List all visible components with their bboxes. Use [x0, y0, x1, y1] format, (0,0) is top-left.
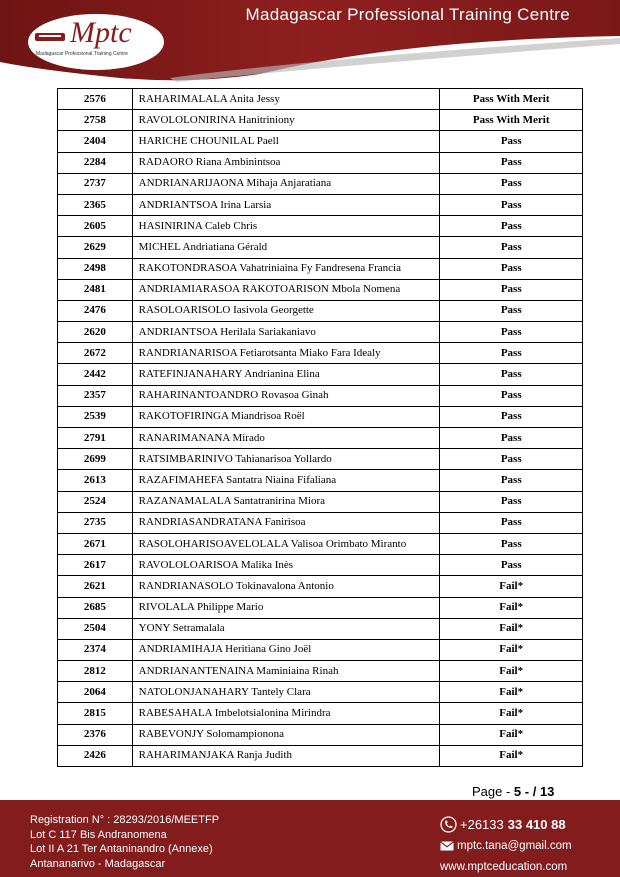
student-name: HARICHE CHOUNILAL Paell — [132, 131, 440, 152]
result-cell: Pass — [440, 216, 583, 237]
result-cell: Pass — [440, 279, 583, 300]
address-line: Lot C 117 Bis Andranomena — [30, 828, 167, 841]
result-cell: Fail* — [440, 639, 583, 660]
student-id: 2498 — [58, 258, 133, 279]
student-id: 2685 — [58, 597, 133, 618]
table-row — [58, 491, 583, 512]
result-cell: Pass — [440, 491, 583, 512]
page-footer — [0, 800, 620, 877]
result-cell: Pass — [440, 173, 583, 194]
student-name: RAHARIMANJAKA Ranja Judith — [132, 745, 440, 766]
student-name: RANDRIANASOLO Tokinavalona Antonio — [132, 576, 440, 597]
student-id: 2284 — [58, 152, 133, 173]
result-cell: Pass With Merit — [440, 89, 583, 110]
result-cell: Pass — [440, 322, 583, 343]
student-id: 2374 — [58, 639, 133, 660]
table-row — [58, 152, 583, 173]
phone-line — [440, 814, 572, 835]
table-row — [58, 618, 583, 639]
table-row — [58, 682, 583, 703]
company-logo — [34, 18, 160, 64]
student-name: RATSIMBARINIVO Tahianarisoa Yollardo — [132, 449, 440, 470]
result-cell: Pass — [440, 237, 583, 258]
footer-address — [30, 813, 219, 871]
result-cell: Fail* — [440, 724, 583, 745]
table-row — [58, 555, 583, 576]
results-table — [57, 88, 583, 767]
table-row — [58, 724, 583, 745]
student-id: 2576 — [58, 89, 133, 110]
result-cell: Fail* — [440, 703, 583, 724]
student-id: 2812 — [58, 661, 133, 682]
student-name: NATOLONJANAHARY Tantely Clara — [132, 682, 440, 703]
student-name: ANDRIANTSOA Herilala Sariakaniavo — [132, 322, 440, 343]
page-number — [472, 784, 554, 799]
student-id: 2524 — [58, 491, 133, 512]
student-name: RANDRIASANDRATANA Fanirisoa — [132, 512, 440, 533]
table-row — [58, 173, 583, 194]
table-row — [58, 406, 583, 427]
student-name: RAKOTONDRASOA Vahatriniaina Fy Fandresena Francia — [132, 258, 440, 279]
email-address[interactable]: mptc.tana@gmail.com — [457, 839, 572, 852]
footer-contact — [440, 814, 572, 877]
table-row — [58, 343, 583, 364]
table-row — [58, 237, 583, 258]
table-row — [58, 216, 583, 237]
student-id: 2620 — [58, 322, 133, 343]
result-cell: Pass — [440, 428, 583, 449]
table-row — [58, 110, 583, 131]
student-name: RANARIMANANA Mirado — [132, 428, 440, 449]
page-total: 13 — [539, 784, 555, 799]
logo-text: Mptc — [70, 16, 132, 49]
student-name: RAHARINANTOANDRO Rovasoa Ginah — [132, 385, 440, 406]
table-row — [58, 449, 583, 470]
phone-icon — [440, 816, 457, 833]
student-name: RAZANAMALALA Santatranirina Miora — [132, 491, 440, 512]
student-name: HASINIRINA Caleb Chris — [132, 216, 440, 237]
student-id: 2815 — [58, 703, 133, 724]
student-name: RADAORO Riana Ambinintsoa — [132, 152, 440, 173]
student-id: 2617 — [58, 555, 133, 576]
student-name: MICHEL Andriatiana Gérald — [132, 237, 440, 258]
student-id: 2504 — [58, 618, 133, 639]
student-id: 2442 — [58, 364, 133, 385]
result-cell: Pass — [440, 385, 583, 406]
student-name: RASOLOARISOLO Iasivola Georgette — [132, 300, 440, 321]
student-name: ANDRIANARIJAONA Mihaja Anjaratiana — [132, 173, 440, 194]
student-id: 2737 — [58, 173, 133, 194]
result-cell: Pass — [440, 131, 583, 152]
result-cell: Pass — [440, 300, 583, 321]
student-name: ANDRIANTSOA Irina Larsia — [132, 194, 440, 215]
result-cell: Pass — [440, 343, 583, 364]
student-id: 2671 — [58, 533, 133, 554]
result-cell: Fail* — [440, 597, 583, 618]
table-row — [58, 89, 583, 110]
page-header — [0, 0, 620, 82]
student-id: 2365 — [58, 194, 133, 215]
phone-prefix: +26133 — [460, 817, 504, 832]
student-id: 2481 — [58, 279, 133, 300]
table-row — [58, 745, 583, 766]
page-separator: - / — [521, 784, 540, 799]
student-id: 2629 — [58, 237, 133, 258]
student-id: 2426 — [58, 745, 133, 766]
result-cell: Pass — [440, 364, 583, 385]
student-name: ANDRIAMIHAJA Heritiana Gino Joël — [132, 639, 440, 660]
student-id: 2064 — [58, 682, 133, 703]
student-name: RIVOLALA Philippe Mario — [132, 597, 440, 618]
table-row — [58, 428, 583, 449]
website-line — [440, 856, 572, 877]
student-name: RABESAHALA Imbelotsialonina Mirindra — [132, 703, 440, 724]
student-id: 2404 — [58, 131, 133, 152]
student-name: YONY Setramalala — [132, 618, 440, 639]
table-row — [58, 533, 583, 554]
result-cell: Fail* — [440, 682, 583, 703]
table-row — [58, 576, 583, 597]
student-id: 2605 — [58, 216, 133, 237]
table-row — [58, 364, 583, 385]
student-name: RANDRIANARISOA Fetiarotsanta Miako Fara Idealy — [132, 343, 440, 364]
table-row — [58, 597, 583, 618]
phone-number: 33 410 88 — [507, 817, 566, 832]
result-cell: Fail* — [440, 661, 583, 682]
website-link[interactable]: www.mptceducation.com — [440, 860, 568, 873]
table-row — [58, 661, 583, 682]
table-row — [58, 194, 583, 215]
student-name: RAVOLOLOARISOA Malika Inès — [132, 555, 440, 576]
student-name: RAZAFIMAHEFA Santatra Niaina Fifaliana — [132, 470, 440, 491]
result-cell: Pass — [440, 533, 583, 554]
result-cell: Fail* — [440, 576, 583, 597]
table-row — [58, 279, 583, 300]
result-cell: Pass — [440, 470, 583, 491]
student-name: RABEVONJY Solomampionona — [132, 724, 440, 745]
table-row — [58, 258, 583, 279]
table-row — [58, 385, 583, 406]
logo-subtitle: Madagascar Professional Training Centre — [36, 51, 128, 57]
mail-icon — [440, 841, 454, 851]
result-cell: Pass — [440, 449, 583, 470]
result-cell: Pass — [440, 194, 583, 215]
header-title: Madagascar Professional Training Centre — [245, 5, 570, 24]
student-id: 2735 — [58, 512, 133, 533]
result-cell: Pass — [440, 512, 583, 533]
student-name: RATEFINJANAHARY Andrianina Elina — [132, 364, 440, 385]
table-row — [58, 322, 583, 343]
student-id: 2758 — [58, 110, 133, 131]
email-line — [440, 835, 572, 856]
student-id: 2613 — [58, 470, 133, 491]
result-cell: Pass — [440, 152, 583, 173]
table-row — [58, 639, 583, 660]
student-id: 2376 — [58, 724, 133, 745]
student-id: 2621 — [58, 576, 133, 597]
student-id: 2539 — [58, 406, 133, 427]
table-row — [58, 512, 583, 533]
table-row — [58, 703, 583, 724]
result-cell: Pass — [440, 258, 583, 279]
student-id: 2476 — [58, 300, 133, 321]
result-cell: Pass — [440, 406, 583, 427]
student-name: ANDRIAMIARASOA RAKOTOARISON Mbola Nomena — [132, 279, 440, 300]
address-line: Lot II A 21 Ter Antaninandro (Annexe) — [30, 843, 213, 855]
student-name: RAHARIMALALA Anita Jessy — [132, 89, 440, 110]
student-id: 2357 — [58, 385, 133, 406]
result-cell: Pass — [440, 555, 583, 576]
address-line: Antananarivo - Madagascar — [30, 857, 166, 870]
student-name: RASOLOHARISOAVELOLALA Valisoa Orimbato Miranto — [132, 533, 440, 554]
student-id: 2791 — [58, 428, 133, 449]
student-name: RAKOTOFIRINGA Miandrisoa Roël — [132, 406, 440, 427]
registration-line: Registration N° : 28293/2016/MEETFP — [30, 814, 220, 826]
table-row — [58, 131, 583, 152]
page-current: 5 — [513, 784, 522, 799]
result-cell: Pass With Merit — [440, 110, 583, 131]
table-row — [58, 470, 583, 491]
student-id: 2699 — [58, 449, 133, 470]
page-prefix: Page - — [472, 784, 514, 799]
result-cell: Fail* — [440, 618, 583, 639]
student-id: 2672 — [58, 343, 133, 364]
student-name: ANDRIANANTENAINA Maminiaina Rinah — [132, 661, 440, 682]
table-row — [58, 300, 583, 321]
student-name: RAVOLOLONIRINA Hanitriniony — [132, 110, 440, 131]
result-cell: Fail* — [440, 745, 583, 766]
logo-emblem — [34, 30, 68, 44]
